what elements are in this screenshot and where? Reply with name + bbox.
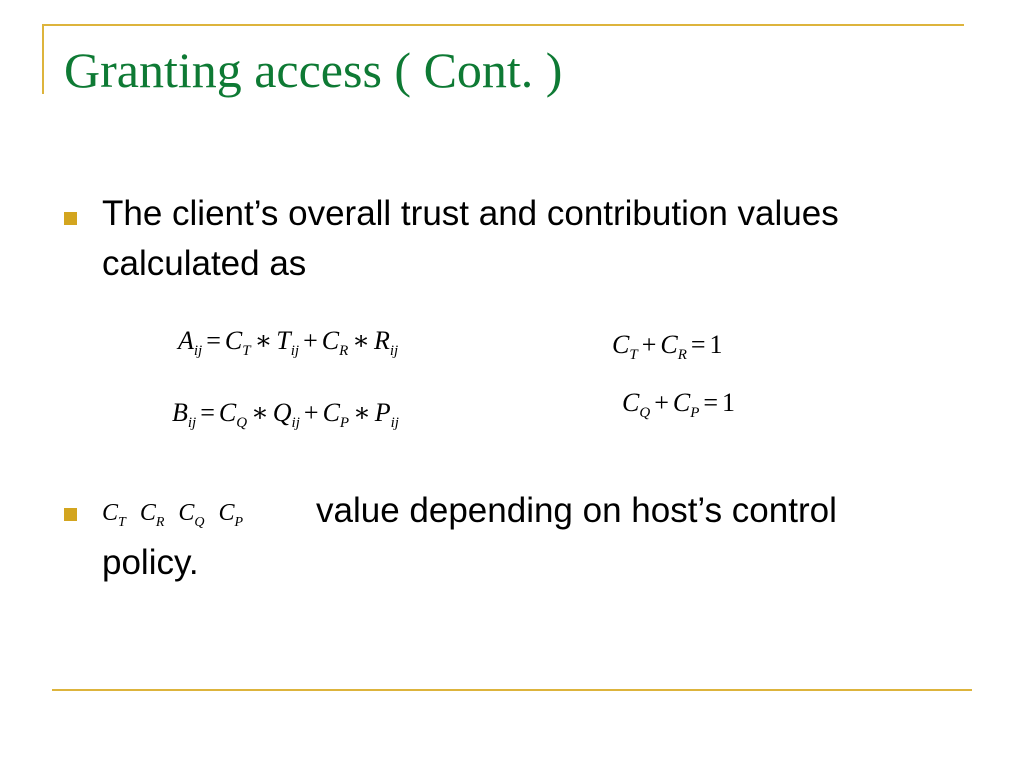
top-rule (42, 24, 964, 26)
equation-c: $C_T + C_R = 1$ (612, 330, 723, 363)
equation-a: $A_{ij} = C_T$ ∗ $T_{ij} + C_R$ ∗ $R_{ij}$ (178, 326, 399, 359)
symbol-cq: $C_Q$ (178, 500, 205, 530)
equation-d: $C_Q + C_P = 1$ (622, 388, 736, 421)
bullet-square-icon (64, 212, 77, 225)
bullet-square-icon (64, 508, 77, 521)
equation-b: $B_{ij} = C_Q$ ∗ $Q_{ij} + C_P$ ∗ $P_{ij}$ (172, 398, 399, 431)
slide-title: Granting access ( Cont. ) (64, 42, 563, 98)
symbol-ct: $C_T$ (102, 500, 126, 530)
symbol-cp: $C_P$ (218, 500, 244, 530)
coefficient-symbols (102, 497, 257, 529)
left-rule (42, 24, 44, 94)
bottom-rule (52, 689, 972, 691)
bullet-2-text-line2: policy. (102, 543, 199, 582)
bullet-2-text-line1: value depending on host’s control (316, 491, 837, 530)
symbol-cr: $C_R$ (139, 500, 165, 530)
bullet-1-text: The client’s overall trust and contribution values calculated as (102, 194, 839, 283)
